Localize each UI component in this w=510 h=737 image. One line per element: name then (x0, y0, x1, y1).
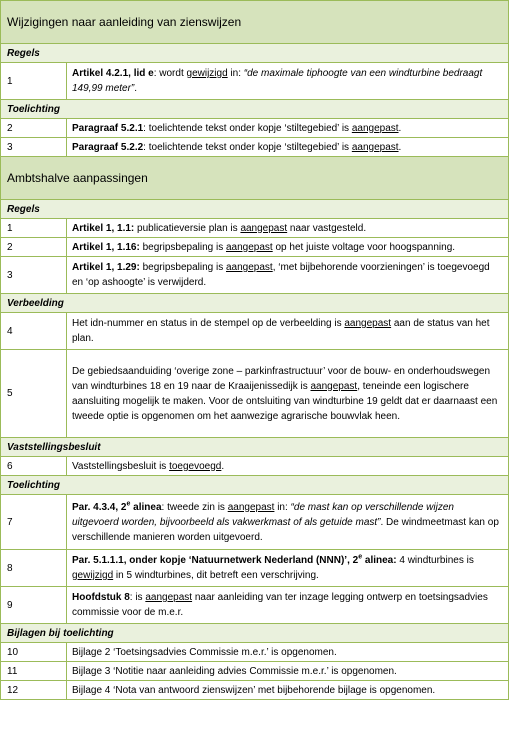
description-segment: Paragraaf 5.2.1 (72, 122, 144, 134)
group-title: Vaststellingsbesluit (1, 438, 509, 457)
table-row (1, 457, 509, 476)
row-number: 5 (1, 350, 67, 438)
table-row (1, 257, 509, 294)
description-segment: publicatieversie plan is (134, 222, 241, 234)
description-segment: Par. 5.1.1.1, onder kopje ‘Natuurnetwerk Nederland (NNN)’, 2 (72, 555, 359, 566)
description-segment: De gebiedsaanduiding ‘overige zone – parkinfrastructuur’ voor de bouw- en onderhoudswegen van windturbines 18 en 19 naar de Kraaijenissedijk is (72, 365, 491, 392)
description-segment: Artikel 4.2.1, lid e (72, 68, 154, 79)
section-title: Ambtshalve aanpassingen (1, 157, 509, 200)
table-row (1, 350, 509, 438)
row-description (67, 219, 509, 238)
row-number: 1 (1, 63, 67, 100)
description-segment: : toelichtende tekst onder kopje ‘stiltegebied’ is (143, 122, 352, 134)
group-header (1, 294, 509, 313)
description-segment: in: (274, 501, 291, 513)
row-number: 4 (1, 313, 67, 350)
group-header (1, 200, 509, 219)
table-row (1, 587, 509, 624)
table-row (1, 550, 509, 587)
change-keyword: aangepast (344, 318, 392, 329)
group-title: Toelichting (1, 100, 509, 119)
description-segment: alinea (130, 501, 162, 513)
row-number: 8 (1, 550, 67, 587)
group-title: Verbeelding (1, 294, 509, 313)
table-row (1, 495, 509, 550)
table-row (1, 63, 509, 100)
table-row (1, 662, 509, 681)
description-segment: in 5 windturbines, dit betreft een verschrijving. (113, 570, 319, 581)
description-segment: Bijlage 2 ‘Toetsingsadvies Commissie m.e.r.’ is opgenomen. (72, 646, 337, 658)
change-keyword: aangepast (227, 501, 275, 513)
description-segment: , teneinde een logischere aansluiting mogelijk te maken. Voor de ontsluiting van windturbine 19 geldt dat er daarnaast een tweede optie is opgenomen om het aanwezige agrarische bouwvlak heen. (72, 380, 498, 422)
description-segment: Artikel 1, 1.16: (72, 241, 140, 253)
group-title: Bijlagen bij toelichting (1, 624, 509, 643)
description-segment: . (221, 460, 225, 472)
table-row (1, 681, 509, 700)
section-header (1, 157, 509, 200)
description-segment: Artikel 1, 1.1: (72, 222, 135, 234)
table-row (1, 643, 509, 662)
description-segment: “de mast kan op verschillende wijzen uitgevoerd worden, bijvoorbeeld als vakwerkmast of als getuide mast” (72, 501, 454, 528)
description-segment: Bijlage 3 ‘Notitie naar aanleiding advies Commissie m.e.r.’ is opgenomen. (72, 665, 397, 677)
description-segment: . (134, 83, 138, 94)
description-segment: “de maximale tiphoogte van een windturbine bedraagt 149,99 meter” (72, 68, 483, 94)
change-keyword: aangepast (225, 262, 273, 273)
description-segment: in: (227, 68, 244, 79)
row-number: 10 (1, 643, 67, 662)
row-description (67, 238, 509, 257)
change-keyword: aangepast (351, 141, 399, 153)
description-segment: , ‘met bijbehorende voorzieningen’ is toegevoegd en ‘op ashoogte’ is verwijderd. (72, 262, 490, 288)
row-number: 3 (1, 138, 67, 157)
group-title: Regels (1, 200, 509, 219)
description-segment: 4 windturbines is (396, 555, 474, 566)
row-number: 11 (1, 662, 67, 681)
table-row (1, 119, 509, 138)
description-segment: : toelichtende tekst onder kopje ‘stiltegebied’ is (143, 141, 352, 153)
row-number: 9 (1, 587, 67, 624)
description-segment: . De windmeetmast kan op verschillende manieren worden uitgevoerd. (72, 516, 499, 543)
row-description (67, 313, 509, 350)
change-keyword: toegevoegd (169, 460, 222, 472)
group-title: Regels (1, 44, 509, 63)
group-header (1, 44, 509, 63)
table-row (1, 138, 509, 157)
change-keyword: aangepast (145, 592, 193, 603)
change-keyword: aangepast (351, 122, 399, 134)
description-segment: Par. 4.3.4, 2 (72, 501, 127, 513)
change-keyword: aangepast (240, 222, 288, 234)
description-segment: e (358, 553, 363, 561)
description-segment: op het juiste voltage voor hoogspanning. (272, 241, 456, 253)
description-segment: aan de status van het plan. (72, 318, 490, 344)
row-description (67, 550, 509, 587)
row-description (67, 662, 509, 681)
change-keyword: aangepast (310, 380, 358, 392)
group-header (1, 100, 509, 119)
description-segment: . (398, 141, 402, 153)
description-segment: Paragraaf 5.2.2 (72, 141, 144, 153)
row-number: 2 (1, 119, 67, 138)
table-row (1, 219, 509, 238)
description-segment: . (398, 122, 402, 134)
group-header (1, 438, 509, 457)
description-segment: Het idn-nummer en status in de stempel op de verbeelding is (72, 318, 345, 329)
change-keyword: gewijzigd (72, 570, 114, 581)
description-segment: Bijlage 4 ‘Nota van antwoord zienswijzen’ met bijbehorende bijlage is opgenomen. (72, 684, 436, 696)
group-title: Toelichting (1, 476, 509, 495)
row-description (67, 63, 509, 100)
section-header (1, 1, 509, 44)
group-header (1, 476, 509, 495)
description-segment: Vaststellingsbesluit is (72, 460, 170, 472)
changes-table-body (1, 1, 509, 700)
description-segment: : wordt (153, 68, 187, 79)
row-description (67, 257, 509, 294)
row-number: 2 (1, 238, 67, 257)
row-number: 3 (1, 257, 67, 294)
description-segment: e (126, 500, 131, 508)
table-row (1, 238, 509, 257)
row-number: 12 (1, 681, 67, 700)
group-header (1, 624, 509, 643)
row-description (67, 643, 509, 662)
row-description (67, 119, 509, 138)
row-description (67, 350, 509, 438)
row-number: 7 (1, 495, 67, 550)
table-row (1, 313, 509, 350)
description-segment: Hoofdstuk 8 (72, 592, 130, 603)
description-segment: : is (129, 592, 146, 603)
change-keyword: gewijzigd (186, 68, 228, 79)
description-segment: alinea: (362, 555, 397, 566)
change-keyword: aangepast (225, 241, 273, 253)
row-description (67, 495, 509, 550)
description-segment: : tweede zin is (161, 501, 228, 513)
section-title: Wijzigingen naar aanleiding van zienswijzen (1, 1, 509, 44)
description-segment: begripsbepaling is (139, 241, 226, 253)
row-description (67, 457, 509, 476)
row-description (67, 681, 509, 700)
row-description (67, 138, 509, 157)
row-description (67, 587, 509, 624)
row-number: 6 (1, 457, 67, 476)
row-number: 1 (1, 219, 67, 238)
description-segment: begripsbepaling is (139, 262, 226, 273)
description-segment: naar vastgesteld. (287, 222, 367, 234)
description-segment: naar aanleiding van ter inzage legging ontwerp en toetsingsadvies commissie voor de m.e.r. (72, 592, 488, 618)
description-segment: Artikel 1, 1.29: (72, 262, 140, 273)
